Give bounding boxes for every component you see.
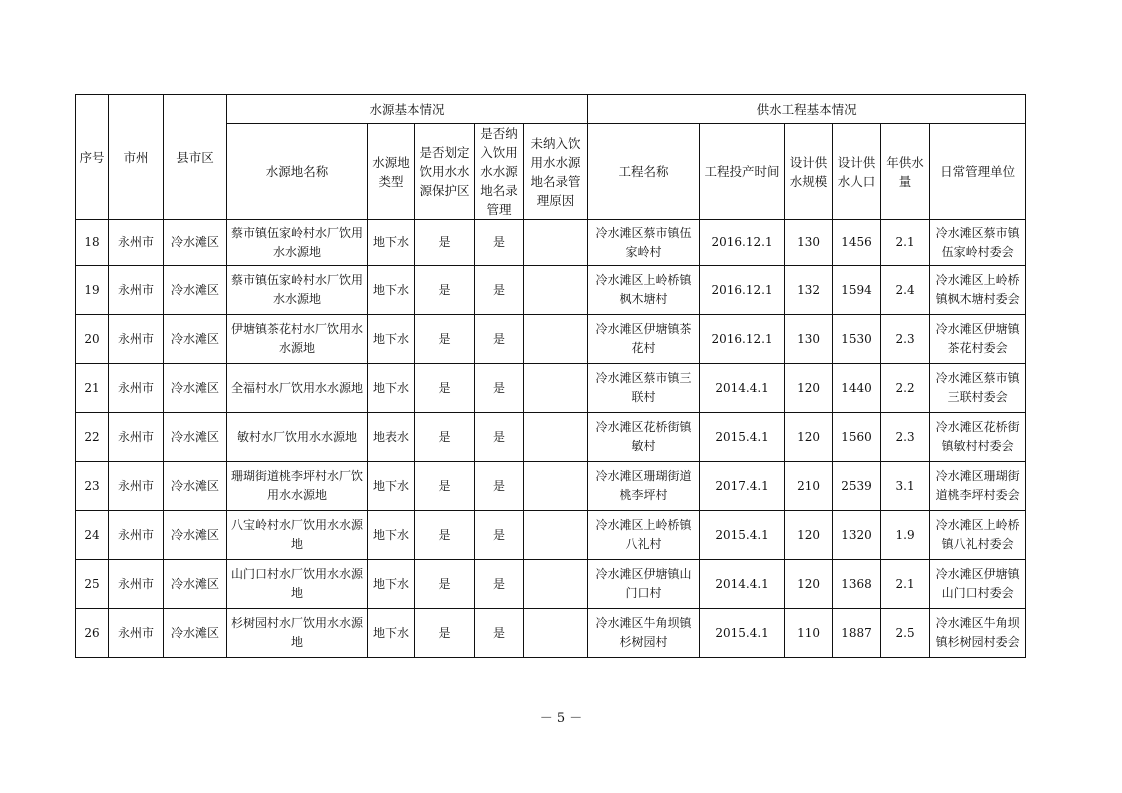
cell-mgmt-unit: 冷水滩区花桥街镇敏村村委会 [930, 413, 1026, 462]
cell-county: 冷水滩区 [164, 315, 227, 364]
cell-design-scale: 130 [785, 315, 833, 364]
cell-design-pop: 1560 [833, 413, 881, 462]
cell-source-type: 地下水 [368, 462, 415, 511]
header-group-row [76, 95, 1026, 124]
cell-design-scale: 120 [785, 413, 833, 462]
cell-design-pop: 1887 [833, 609, 881, 658]
header-county: 县市区 [164, 95, 227, 220]
header-group-source: 水源基本情况 [227, 95, 588, 124]
cell-county: 冷水滩区 [164, 511, 227, 560]
cell-project-name: 冷水滩区蔡市镇三联村 [588, 364, 700, 413]
cell-in-register: 是 [475, 364, 524, 413]
cell-source-name: 八宝岭村水厂饮用水水源地 [227, 511, 368, 560]
cell-city: 永州市 [109, 609, 164, 658]
cell-project-name: 冷水滩区花桥街镇敏村 [588, 413, 700, 462]
cell-city: 永州市 [109, 266, 164, 315]
header-city: 市州 [109, 95, 164, 220]
cell-source-type: 地下水 [368, 511, 415, 560]
table-row [76, 462, 1026, 511]
cell-county: 冷水滩区 [164, 413, 227, 462]
cell-seq: 21 [76, 364, 109, 413]
cell-city: 永州市 [109, 511, 164, 560]
header-mgmt-unit: 日常管理单位 [930, 124, 1026, 220]
table-row [76, 315, 1026, 364]
header-annual-supply: 年供水量 [881, 124, 930, 220]
cell-source-type: 地下水 [368, 364, 415, 413]
cell-mgmt-unit: 冷水滩区伊塘镇山门口村委会 [930, 560, 1026, 609]
cell-annual-supply: 2.3 [881, 315, 930, 364]
cell-seq: 24 [76, 511, 109, 560]
cell-start-time: 2014.4.1 [700, 364, 785, 413]
header-not-in-reason: 未纳入饮用水水源地名录管理原因 [524, 124, 588, 220]
cell-design-pop: 1594 [833, 266, 881, 315]
cell-annual-supply: 2.4 [881, 266, 930, 315]
cell-mgmt-unit: 冷水滩区牛角坝镇杉树园村委会 [930, 609, 1026, 658]
cell-start-time: 2015.4.1 [700, 413, 785, 462]
cell-project-name: 冷水滩区珊瑚街道桃李坪村 [588, 462, 700, 511]
cell-not-in-reason [524, 462, 588, 511]
cell-county: 冷水滩区 [164, 266, 227, 315]
cell-design-scale: 120 [785, 560, 833, 609]
cell-protection-zone: 是 [415, 220, 475, 266]
table-body [76, 220, 1026, 658]
cell-start-time: 2015.4.1 [700, 511, 785, 560]
cell-project-name: 冷水滩区牛角坝镇杉树园村 [588, 609, 700, 658]
cell-annual-supply: 2.1 [881, 560, 930, 609]
cell-source-name: 山门口村水厂饮用水水源地 [227, 560, 368, 609]
cell-source-name: 全福村水厂饮用水水源地 [227, 364, 368, 413]
water-source-table [75, 94, 1026, 658]
cell-seq: 25 [76, 560, 109, 609]
cell-source-type: 地表水 [368, 413, 415, 462]
cell-annual-supply: 2.5 [881, 609, 930, 658]
cell-mgmt-unit: 冷水滩区上岭桥镇八礼村委会 [930, 511, 1026, 560]
cell-in-register: 是 [475, 266, 524, 315]
cell-protection-zone: 是 [415, 315, 475, 364]
cell-annual-supply: 3.1 [881, 462, 930, 511]
cell-county: 冷水滩区 [164, 462, 227, 511]
cell-source-name: 蔡市镇伍家岭村水厂饮用水水源地 [227, 266, 368, 315]
cell-annual-supply: 2.2 [881, 364, 930, 413]
header-seq: 序号 [76, 95, 109, 220]
cell-design-scale: 132 [785, 266, 833, 315]
cell-source-type: 地下水 [368, 560, 415, 609]
cell-seq: 23 [76, 462, 109, 511]
cell-design-scale: 120 [785, 364, 833, 413]
cell-start-time: 2014.4.1 [700, 560, 785, 609]
cell-not-in-reason [524, 609, 588, 658]
header-design-pop: 设计供水人口 [833, 124, 881, 220]
cell-county: 冷水滩区 [164, 609, 227, 658]
cell-city: 永州市 [109, 220, 164, 266]
cell-city: 永州市 [109, 315, 164, 364]
cell-design-pop: 1456 [833, 220, 881, 266]
cell-project-name: 冷水滩区蔡市镇伍家岭村 [588, 220, 700, 266]
cell-design-scale: 130 [785, 220, 833, 266]
cell-mgmt-unit: 冷水滩区上岭桥镇枫木塘村委会 [930, 266, 1026, 315]
cell-source-name: 伊塘镇茶花村水厂饮用水水源地 [227, 315, 368, 364]
cell-in-register: 是 [475, 220, 524, 266]
table-row [76, 364, 1026, 413]
cell-seq: 20 [76, 315, 109, 364]
cell-mgmt-unit: 冷水滩区蔡市镇伍家岭村委会 [930, 220, 1026, 266]
cell-design-pop: 1440 [833, 364, 881, 413]
cell-not-in-reason [524, 511, 588, 560]
cell-source-name: 蔡市镇伍家岭村水厂饮用水水源地 [227, 220, 368, 266]
cell-design-pop: 2539 [833, 462, 881, 511]
cell-project-name: 冷水滩区上岭桥镇枫木塘村 [588, 266, 700, 315]
cell-source-type: 地下水 [368, 266, 415, 315]
cell-in-register: 是 [475, 609, 524, 658]
cell-design-pop: 1530 [833, 315, 881, 364]
cell-design-scale: 120 [785, 511, 833, 560]
cell-not-in-reason [524, 315, 588, 364]
cell-source-name: 敏村水厂饮用水水源地 [227, 413, 368, 462]
table-row [76, 511, 1026, 560]
cell-annual-supply: 2.1 [881, 220, 930, 266]
cell-not-in-reason [524, 413, 588, 462]
cell-source-type: 地下水 [368, 609, 415, 658]
cell-seq: 19 [76, 266, 109, 315]
cell-project-name: 冷水滩区伊塘镇山门口村 [588, 560, 700, 609]
cell-source-type: 地下水 [368, 315, 415, 364]
cell-not-in-reason [524, 560, 588, 609]
cell-not-in-reason [524, 364, 588, 413]
cell-not-in-reason [524, 266, 588, 315]
cell-in-register: 是 [475, 462, 524, 511]
cell-in-register: 是 [475, 511, 524, 560]
cell-start-time: 2016.12.1 [700, 266, 785, 315]
table-row [76, 220, 1026, 266]
header-group-supply: 供水工程基本情况 [588, 95, 1026, 124]
cell-design-scale: 210 [785, 462, 833, 511]
table-row [76, 560, 1026, 609]
cell-city: 永州市 [109, 462, 164, 511]
cell-city: 永州市 [109, 364, 164, 413]
header-design-scale: 设计供水规模 [785, 124, 833, 220]
cell-seq: 22 [76, 413, 109, 462]
cell-county: 冷水滩区 [164, 560, 227, 609]
cell-project-name: 冷水滩区伊塘镇茶花村 [588, 315, 700, 364]
cell-protection-zone: 是 [415, 511, 475, 560]
cell-start-time: 2016.12.1 [700, 220, 785, 266]
cell-protection-zone: 是 [415, 413, 475, 462]
cell-source-type: 地下水 [368, 220, 415, 266]
cell-city: 永州市 [109, 413, 164, 462]
cell-mgmt-unit: 冷水滩区珊瑚街道桃李坪村委会 [930, 462, 1026, 511]
cell-in-register: 是 [475, 560, 524, 609]
page-number: － 5 － [539, 711, 583, 726]
cell-design-pop: 1320 [833, 511, 881, 560]
cell-county: 冷水滩区 [164, 220, 227, 266]
cell-in-register: 是 [475, 413, 524, 462]
cell-design-scale: 110 [785, 609, 833, 658]
cell-protection-zone: 是 [415, 560, 475, 609]
cell-start-time: 2016.12.1 [700, 315, 785, 364]
header-project-name: 工程名称 [588, 124, 700, 220]
header-start-time: 工程投产时间 [700, 124, 785, 220]
cell-protection-zone: 是 [415, 462, 475, 511]
cell-seq: 26 [76, 609, 109, 658]
cell-annual-supply: 2.3 [881, 413, 930, 462]
cell-source-name: 珊瑚街道桃李坪村水厂饮用水水源地 [227, 462, 368, 511]
table-row [76, 609, 1026, 658]
cell-not-in-reason [524, 220, 588, 266]
header-source-type: 水源地类型 [368, 124, 415, 220]
cell-in-register: 是 [475, 315, 524, 364]
cell-protection-zone: 是 [415, 266, 475, 315]
table-row [76, 266, 1026, 315]
cell-mgmt-unit: 冷水滩区蔡市镇三联村委会 [930, 364, 1026, 413]
header-protection-zone: 是否划定饮用水水源保护区 [415, 124, 475, 220]
cell-seq: 18 [76, 220, 109, 266]
cell-start-time: 2017.4.1 [700, 462, 785, 511]
table-row [76, 413, 1026, 462]
header-source-name: 水源地名称 [227, 124, 368, 220]
cell-protection-zone: 是 [415, 609, 475, 658]
cell-design-pop: 1368 [833, 560, 881, 609]
cell-mgmt-unit: 冷水滩区伊塘镇茶花村委会 [930, 315, 1026, 364]
cell-county: 冷水滩区 [164, 364, 227, 413]
cell-start-time: 2015.4.1 [700, 609, 785, 658]
cell-city: 永州市 [109, 560, 164, 609]
cell-project-name: 冷水滩区上岭桥镇八礼村 [588, 511, 700, 560]
cell-source-name: 杉树园村水厂饮用水水源地 [227, 609, 368, 658]
header-in-register: 是否纳入饮用水水源地名录管理 [475, 124, 524, 220]
cell-annual-supply: 1.9 [881, 511, 930, 560]
cell-protection-zone: 是 [415, 364, 475, 413]
